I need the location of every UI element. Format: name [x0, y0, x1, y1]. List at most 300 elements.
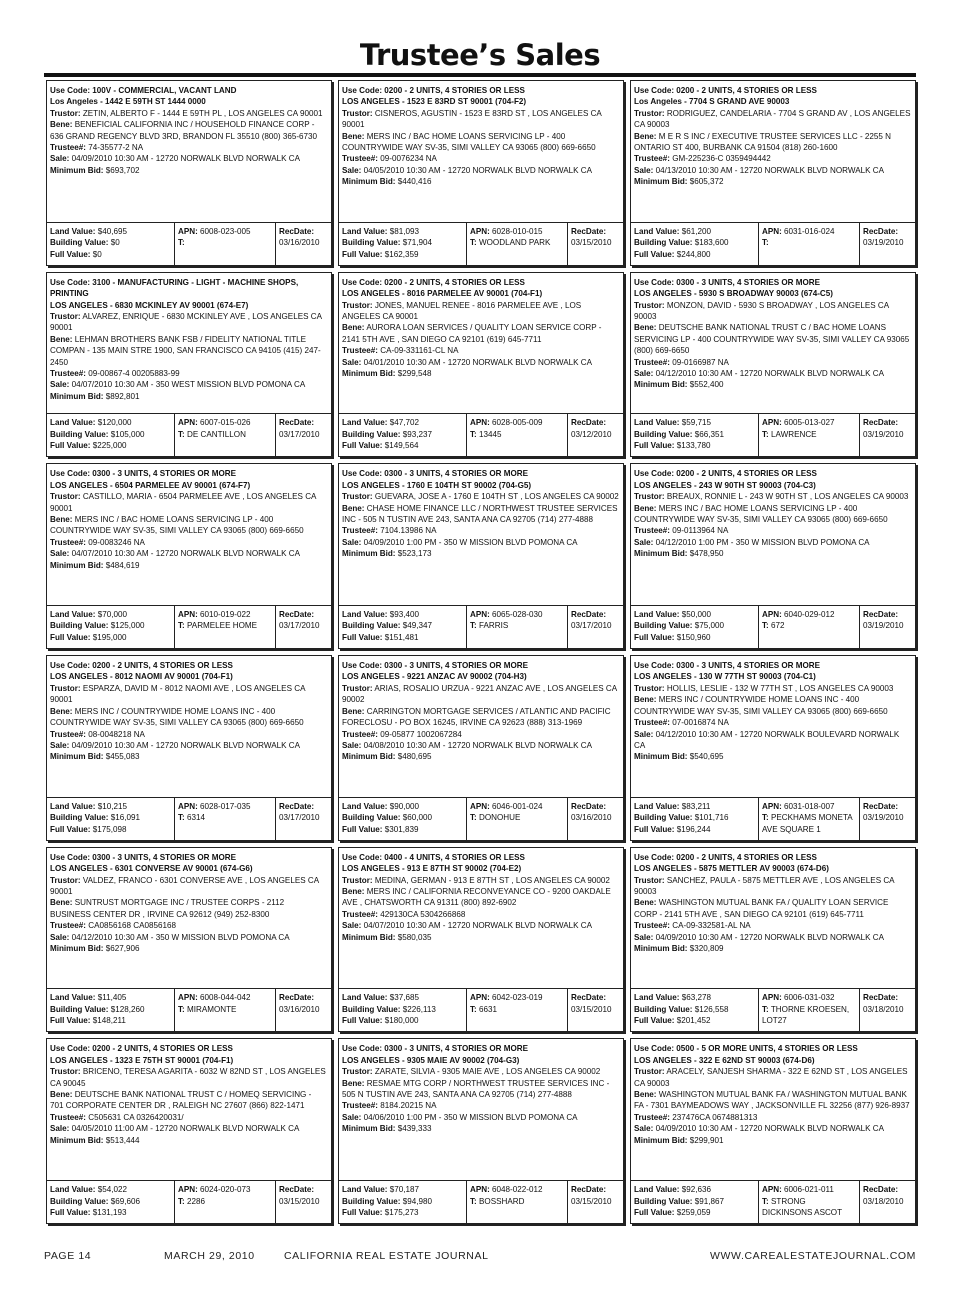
trustee-label: Trustee#:: [50, 1112, 86, 1122]
full-value: $195,000: [92, 632, 127, 642]
bene-value: M E R S INC / EXECUTIVE TRUSTEE SERVICES LLC - 2255 N ONTARIO ST 400, BURBANK CA 91504 (818) 260-1600: [634, 131, 891, 153]
trustor-label: Trustor:: [50, 108, 81, 118]
publication-name: CALIFORNIA REAL ESTATE JOURNAL: [284, 1250, 489, 1262]
apn-label: APN:: [762, 1185, 782, 1195]
building-value-label: Building Value:: [634, 238, 693, 248]
use-code: Use Code: 0300 - 3 UNITS, 4 STORIES OR MORE: [342, 469, 529, 479]
sale-value: 04/09/2010 10:30 AM - 12720 NORWALK BLVD NORWALK CA: [71, 154, 300, 164]
land-value-label: Land Value:: [342, 993, 388, 1003]
sale-value: 04/01/2010 10:30 AM - 12720 NORWALK BLVD NORWALK CA: [363, 357, 592, 367]
bene-line: [342, 322, 619, 345]
recdate-value: 03/17/2010: [279, 813, 320, 823]
trustor-label: Trustor:: [50, 875, 81, 885]
use-code: Use Code: 0300 - 3 UNITS, 4 STORIES OR MORE: [634, 277, 821, 287]
apn-label: APN:: [178, 226, 198, 236]
listing-card: [46, 847, 332, 1033]
recdate-label: RecDate:: [571, 610, 607, 620]
trustee-label: Trustee#:: [342, 346, 378, 356]
apn-value: 6048-022-012: [492, 1185, 543, 1195]
building-value: $126,558: [694, 1004, 729, 1014]
sale-line: [50, 548, 327, 559]
full-value: $201,452: [676, 1016, 711, 1026]
values-cell: [631, 606, 758, 648]
tract-line: [762, 1004, 856, 1027]
values-table: [339, 222, 623, 265]
trustor-line: [50, 108, 327, 119]
sale-line: [50, 1123, 327, 1134]
trustee-line: [634, 357, 911, 368]
values-table: [47, 1180, 331, 1223]
tract-label: T:: [762, 238, 769, 248]
trustor-value: CASTILLO, MARIA - 6504 PARMELEE AVE , LOS ANGELES CA 90001: [50, 492, 316, 513]
listing-card: [630, 463, 916, 649]
full-value: $0: [92, 249, 102, 259]
apn-cell: [466, 606, 567, 648]
property-location: LOS ANGELES - 6830 MCKINLEY AV 90001 (674-E7): [50, 300, 249, 310]
sale-value: 04/08/2010 10:30 AM - 12720 NORWALK BLVD NORWALK CA: [363, 740, 592, 750]
trustor-line: [634, 108, 911, 131]
bene-line: [634, 897, 911, 920]
apn-value: 6042-023-019: [492, 993, 543, 1003]
property-location: LOS ANGELES - 913 E 87TH ST 90002 (704-E2): [342, 864, 522, 874]
minimum-bid-label: Minimum Bid:: [342, 1124, 396, 1134]
minimum-bid-label: Minimum Bid:: [342, 752, 396, 762]
tract-label: T:: [470, 813, 477, 823]
listing-body: [339, 81, 623, 188]
tract-line: [762, 812, 856, 835]
sale-line: [342, 357, 619, 368]
building-value-line: [634, 237, 755, 248]
minimum-bid-line: [634, 751, 911, 762]
tract-line: [178, 812, 272, 823]
full-value-label: Full Value:: [634, 1016, 675, 1026]
full-value-line: [634, 249, 755, 260]
full-value: $259,059: [676, 1207, 711, 1217]
bene-line: [342, 886, 619, 909]
minimum-bid-line: [50, 391, 327, 402]
full-value-label: Full Value:: [634, 249, 675, 259]
minimum-bid-line: [50, 943, 327, 954]
values-cell: [47, 606, 174, 648]
tract-value: THORNE KROESEN, LOT27: [762, 1004, 850, 1026]
apn-cell: [174, 223, 275, 265]
minimum-bid-value: $455,083: [105, 752, 140, 762]
apn-cell: [758, 1181, 859, 1223]
trustee-line: [50, 142, 327, 153]
recdate-cell: [567, 798, 623, 840]
sale-line: [634, 537, 911, 548]
minimum-bid-value: $480,695: [397, 752, 432, 762]
apn-label: APN:: [470, 610, 490, 620]
trustor-line: [342, 300, 619, 323]
full-value: $162,359: [384, 249, 419, 259]
bene-label: Bene:: [50, 898, 73, 908]
trustee-value: CA0856168 CA0856168: [88, 921, 177, 931]
bene-value: BENEFICIAL CALIFORNIA INC / HOUSEHOLD FINANCE CORP - 636 GRAND REGENCY BLVD 3RD, BRANDON FL 35510 (800) 365-6730: [50, 120, 318, 141]
recdate-value: 03/16/2010: [279, 1004, 320, 1014]
full-value: $150,960: [676, 632, 711, 642]
trustee-line: [342, 729, 619, 740]
full-value-line: [634, 1015, 755, 1026]
apn-cell: [466, 989, 567, 1031]
listing-card: [46, 655, 332, 841]
use-code: Use Code: 0200 - 2 UNITS, 4 STORIES OR LESS: [634, 852, 817, 862]
sale-value: 04/09/2010 10:30 AM - 12720 NORWALK BLVD NORWALK CA: [71, 740, 300, 750]
tract-label: T:: [762, 621, 769, 631]
trustor-value: CISNEROS, AGUSTIN - 1523 E 83RD ST , LOS ANGELES CA 90001: [342, 108, 602, 130]
trustee-line: [342, 345, 619, 356]
trustor-label: Trustor:: [342, 300, 373, 310]
values-table: [631, 605, 915, 648]
building-value-line: [50, 237, 171, 248]
bene-line: [342, 706, 619, 729]
bene-value: MERS INC / COUNTRYWIDE HOME LOANS INC - 400 COUNTRYWIDE WAY SV-35, SIMI VALLEY CA 93065 (800) 669-6650: [634, 695, 888, 716]
minimum-bid-label: Minimum Bid:: [634, 549, 688, 559]
values-cell: [47, 1181, 174, 1223]
values-cell: [339, 606, 466, 648]
minimum-bid-value: $605,372: [689, 177, 724, 187]
minimum-bid-label: Minimum Bid:: [50, 560, 104, 570]
trustee-label: Trustee#:: [634, 154, 670, 164]
apn-line: [762, 1184, 856, 1195]
recdate-cell: [567, 223, 623, 265]
tract-label: T:: [762, 1004, 769, 1014]
minimum-bid-value: $478,950: [689, 549, 724, 559]
sale-line: [342, 740, 619, 751]
apn-value: 6031-018-007: [784, 801, 835, 811]
tract-line: [178, 1196, 272, 1207]
sale-label: Sale:: [50, 1124, 70, 1134]
listing-body: [47, 848, 331, 955]
listing-body: [631, 273, 915, 391]
use-code: Use Code: 0200 - 2 UNITS, 4 STORIES OR LESS: [634, 86, 817, 95]
listing-card: [46, 272, 332, 458]
land-value: $40,695: [97, 226, 127, 236]
bene-value: DEUTSCHE BANK NATIONAL TRUST C / HOMEQ SERVICING - 701 CORPORATE CENTER DR , RALEIGH NC 27607 (866) 822-1471: [50, 1090, 312, 1111]
minimum-bid-line: [634, 1135, 911, 1146]
bene-line: [50, 897, 327, 920]
full-value-line: [342, 632, 463, 643]
land-value: $61,200: [681, 226, 711, 236]
tract-label: T:: [762, 813, 769, 823]
trustee-line: [50, 729, 327, 740]
recdate-cell: [567, 414, 623, 456]
sale-value: 04/07/2010 10:30 AM - 12720 NORWALK BLVD NORWALK CA: [363, 921, 592, 931]
building-value-line: [342, 429, 463, 440]
trustee-label: Trustee#:: [342, 1101, 378, 1111]
listing-body: [339, 656, 623, 763]
bene-value: WASHINGTON MUTUAL BANK FA / WASHINGTON MUTUAL BANK FA - 7301 BAYMEADOWS WAY , JACKSONVILLE FL 32256 (877) 926-8937: [634, 1090, 910, 1111]
use-code: Use Code: 0300 - 3 UNITS, 4 STORIES OR MORE: [50, 469, 237, 479]
apn-label: APN:: [762, 993, 782, 1003]
building-value-line: [50, 1004, 171, 1015]
tract-label: T:: [470, 621, 477, 631]
building-value: $94,980: [402, 1196, 432, 1206]
full-value-label: Full Value:: [50, 249, 91, 259]
recdate-value: 03/12/2010: [571, 429, 612, 439]
land-value: $54,022: [97, 1185, 127, 1195]
use-code: Use Code: 0300 - 3 UNITS, 4 STORIES OR MORE: [634, 661, 821, 671]
recdate-value: 03/16/2010: [279, 238, 320, 248]
building-value-label: Building Value:: [50, 1196, 109, 1206]
apn-value: 6006-021-011: [784, 1185, 834, 1195]
land-value-label: Land Value:: [50, 993, 96, 1003]
bene-line: [50, 706, 327, 729]
recdate-cell: [275, 606, 331, 648]
recdate-label: RecDate:: [863, 1185, 899, 1195]
trustee-value: 8184.20215 NA: [380, 1101, 437, 1111]
land-value-line: [50, 992, 171, 1003]
apn-line: [762, 417, 856, 428]
apn-cell: [174, 1181, 275, 1223]
apn-line: [762, 992, 856, 1003]
trustee-label: Trustee#:: [634, 357, 670, 367]
land-value-line: [634, 609, 755, 620]
trustee-value: 09-00867-4 00205883-99: [88, 368, 180, 378]
full-value: $151,481: [384, 632, 419, 642]
building-value: $0: [110, 238, 120, 248]
recdate-cell: [275, 414, 331, 456]
trustee-label: Trustee#:: [634, 921, 670, 931]
trustee-line: [634, 1112, 911, 1123]
values-table: [339, 988, 623, 1031]
values-table: [631, 1180, 915, 1223]
recdate-cell: [859, 414, 915, 456]
bene-line: [50, 1089, 327, 1112]
land-value-line: [634, 226, 755, 237]
full-value-label: Full Value:: [50, 441, 91, 451]
full-value-line: [342, 1207, 463, 1218]
trustee-line: [342, 153, 619, 164]
trustee-line: [50, 1112, 327, 1123]
sale-value: 04/09/2010 10:30 AM - 12720 NORWALK BLVD NORWALK CA: [655, 1124, 884, 1134]
minimum-bid-line: [50, 560, 327, 571]
sale-label: Sale:: [342, 537, 362, 547]
minimum-bid-value: $439,333: [397, 1124, 432, 1134]
apn-cell: [174, 606, 275, 648]
tract-value: LAWRENCE: [771, 429, 817, 439]
minimum-bid-line: [634, 379, 911, 390]
tract-label: T:: [470, 1004, 477, 1014]
building-value-line: [342, 237, 463, 248]
apn-cell: [758, 414, 859, 456]
tract-line: [470, 1196, 564, 1207]
sale-label: Sale:: [634, 1124, 654, 1134]
apn-label: APN:: [178, 610, 198, 620]
apn-label: APN:: [178, 418, 198, 428]
trustor-value: GUEVARA, JOSE A - 1760 E 104TH ST , LOS ANGELES CA 90002: [374, 492, 619, 502]
trustee-label: Trustee#:: [50, 368, 86, 378]
land-value-line: [50, 801, 171, 812]
trustor-label: Trustor:: [342, 1067, 373, 1077]
minimum-bid-label: Minimum Bid:: [50, 1135, 104, 1145]
tract-value: DONOHUE: [479, 813, 521, 823]
minimum-bid-line: [50, 165, 327, 176]
values-cell: [47, 798, 174, 840]
apn-value: 6031-016-024: [784, 226, 835, 236]
building-value-line: [634, 1004, 755, 1015]
building-value-label: Building Value:: [634, 429, 693, 439]
minimum-bid-label: Minimum Bid:: [634, 1135, 688, 1145]
bene-label: Bene:: [342, 503, 365, 513]
apn-cell: [466, 1181, 567, 1223]
sale-label: Sale:: [50, 932, 70, 942]
listing-body: [47, 656, 331, 763]
apn-value: 6028-010-015: [492, 226, 543, 236]
recdate-cell: [859, 989, 915, 1031]
recdate-value: 03/17/2010: [571, 621, 612, 631]
minimum-bid-value: $320,809: [689, 944, 724, 953]
full-value-line: [50, 632, 171, 643]
recdate-value: 03/19/2010: [863, 238, 904, 248]
tract-value: FARRIS: [479, 621, 509, 631]
use-code: Use Code: 0200 - 2 UNITS, 4 STORIES OR LESS: [342, 86, 525, 95]
property-location: LOS ANGELES - 9305 MAIE AV 90002 (704-G3): [342, 1055, 520, 1065]
tract-line: [762, 429, 856, 440]
bene-label: Bene:: [634, 131, 657, 141]
tract-value: DE CANTILLON: [187, 429, 246, 439]
building-value-line: [634, 812, 755, 823]
land-value-line: [634, 1184, 755, 1195]
values-cell: [631, 414, 758, 456]
trustor-label: Trustor:: [342, 492, 373, 502]
recdate-value: 03/15/2010: [571, 1196, 612, 1206]
sale-line: [50, 379, 327, 390]
values-cell: [47, 223, 174, 265]
listing-body: [631, 848, 915, 955]
apn-line: [470, 992, 564, 1003]
listing-card: [338, 847, 624, 1033]
minimum-bid-line: [342, 932, 619, 943]
apn-cell: [466, 798, 567, 840]
tract-line: [762, 620, 856, 631]
land-value-label: Land Value:: [634, 610, 680, 620]
full-value-label: Full Value:: [634, 824, 675, 834]
issue-date: MARCH 29, 2010: [164, 1250, 255, 1262]
apn-label: APN:: [762, 418, 782, 428]
listing-card: [630, 272, 916, 458]
building-value-label: Building Value:: [342, 813, 401, 823]
minimum-bid-line: [634, 943, 911, 954]
bene-label: Bene:: [50, 1090, 73, 1100]
apn-label: APN:: [470, 226, 490, 236]
full-value: $148,211: [92, 1016, 126, 1026]
minimum-bid-value: $299,901: [689, 1135, 724, 1145]
recdate-label: RecDate:: [571, 1185, 607, 1195]
full-value-line: [634, 440, 755, 451]
building-value: $60,000: [402, 813, 432, 823]
trustee-label: Trustee#:: [50, 143, 86, 153]
apn-label: APN:: [178, 993, 198, 1003]
bene-value: AURORA LOAN SERVICES / QUALITY LOAN SERVICE CORP - 2141 5TH AVE , SAN DIEGO CA 92101 (619) 645-7711: [342, 323, 602, 344]
recdate-label: RecDate:: [863, 226, 899, 236]
recdate-label: RecDate:: [279, 1185, 315, 1195]
apn-label: APN:: [470, 801, 490, 811]
full-value-line: [634, 1207, 755, 1218]
land-value-label: Land Value:: [634, 1185, 680, 1195]
building-value-line: [634, 620, 755, 631]
apn-value: 6065-028-030: [492, 610, 543, 620]
sale-label: Sale:: [634, 165, 654, 175]
trustee-label: Trustee#:: [342, 154, 378, 164]
sale-value: 04/09/2010 1:00 PM - 350 W MISSION BLVD POMONA CA: [363, 537, 578, 547]
bene-line: [634, 322, 911, 356]
building-value-line: [342, 620, 463, 631]
full-value: $149,564: [384, 441, 419, 451]
sale-line: [634, 1123, 911, 1134]
tract-value: PECKHAMS MONETA AVE SQUARE 1: [762, 813, 853, 834]
trustee-line: [342, 1100, 619, 1111]
trustee-label: Trustee#:: [634, 1112, 670, 1122]
sale-label: Sale:: [342, 357, 362, 367]
land-value-line: [634, 992, 755, 1003]
trustee-value: 429130CA 5304266868: [380, 909, 466, 919]
bene-label: Bene:: [50, 515, 73, 524]
apn-label: APN:: [762, 801, 782, 811]
recdate-cell: [275, 989, 331, 1031]
values-table: [47, 413, 331, 456]
values-cell: [47, 414, 174, 456]
trustor-line: [634, 1066, 911, 1089]
apn-line: [762, 801, 856, 812]
use-code: Use Code: 0200 - 2 UNITS, 4 STORIES OR LESS: [50, 1044, 233, 1054]
recdate-label: RecDate:: [279, 418, 315, 428]
use-code: Use Code: 0500 - 5 OR MORE UNITS, 4 STORIES OR LESS: [634, 1044, 858, 1054]
trustee-value: 09-05877 1002067284: [380, 729, 462, 739]
land-value-label: Land Value:: [342, 418, 388, 428]
values-cell: [631, 798, 758, 840]
listing-body: [339, 1039, 623, 1134]
building-value-line: [50, 429, 171, 440]
sale-value: 04/12/2010 10:30 AM - 350 W MISSION BLVD POMONA CA: [71, 932, 290, 942]
recdate-label: RecDate:: [571, 993, 607, 1003]
building-value: $49,347: [402, 621, 432, 631]
recdate-label: RecDate:: [571, 418, 607, 428]
trustee-value: CA-09-332581-AL NA: [672, 921, 751, 931]
minimum-bid-line: [342, 176, 619, 187]
trustor-line: [50, 311, 327, 334]
building-value: $125,000: [110, 621, 145, 631]
land-value: $50,000: [681, 610, 711, 620]
trustor-line: [50, 683, 327, 706]
full-value-line: [342, 1015, 463, 1026]
recdate-value: 03/16/2010: [571, 813, 612, 823]
listing-body: [47, 273, 331, 402]
values-table: [47, 605, 331, 648]
recdate-value: 03/18/2010: [863, 1196, 904, 1206]
trustor-value: ZARATE, SILVIA - 9305 MAIE AVE , LOS ANGELES CA 90002: [374, 1067, 601, 1077]
tract-label: T:: [178, 1004, 185, 1014]
recdate-label: RecDate:: [571, 801, 607, 811]
sale-value: 04/12/2010 10:30 AM - 12720 NORWALK BLVD NORWALK CA: [655, 368, 884, 378]
full-value: $180,000: [384, 1016, 419, 1026]
land-value: $70,000: [97, 610, 127, 620]
full-value-line: [50, 249, 171, 260]
property-location: LOS ANGELES - 243 W 90TH ST 90003 (704-C3): [634, 480, 816, 490]
use-code: Use Code: 3100 - MANUFACTURING - LIGHT - MACHINE SHOPS, PRINTING: [50, 277, 299, 299]
land-value-label: Land Value:: [634, 226, 680, 236]
bene-label: Bene:: [634, 1090, 657, 1100]
building-value-line: [50, 620, 171, 631]
values-table: [47, 797, 331, 840]
trustor-label: Trustor:: [50, 1067, 81, 1077]
full-value-line: [50, 824, 171, 835]
publication-url[interactable]: WWW.CAREALESTATEJOURNAL.COM: [710, 1250, 916, 1262]
land-value-label: Land Value:: [342, 226, 388, 236]
property-location: LOS ANGELES - 6301 CONVERSE AV 90001 (674-G6): [50, 864, 253, 874]
tract-label: T:: [762, 1196, 769, 1206]
sale-line: [634, 165, 911, 176]
